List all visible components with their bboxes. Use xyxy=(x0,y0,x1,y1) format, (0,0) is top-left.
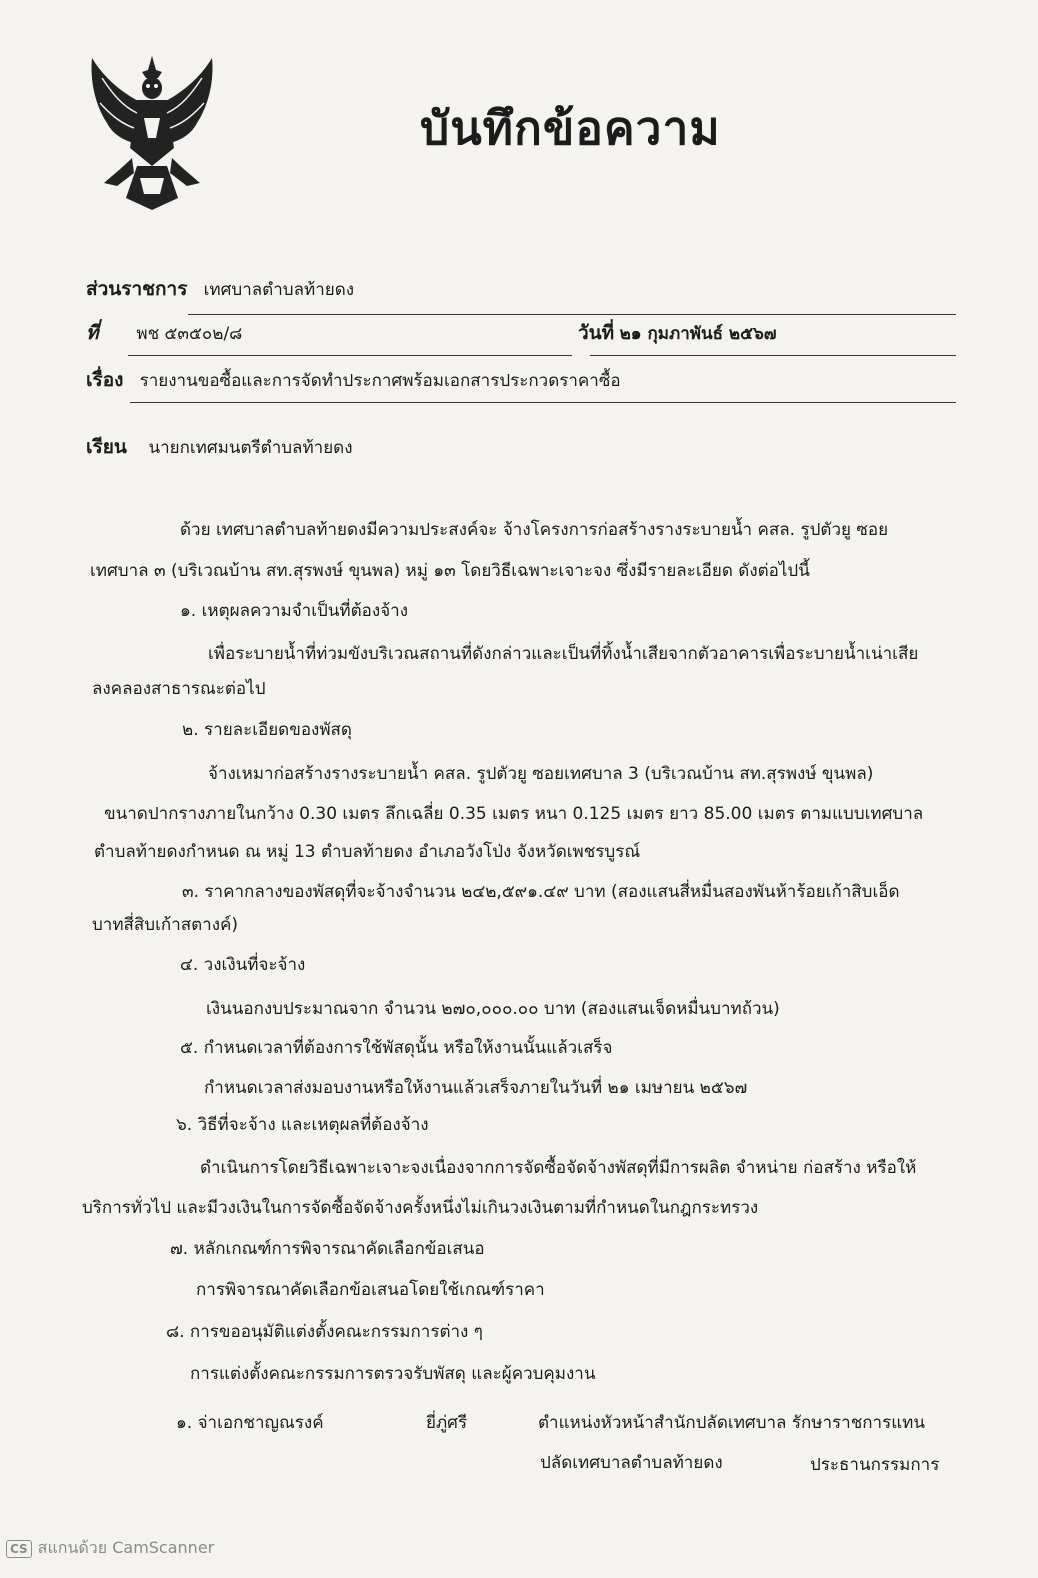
section-3-line-2: บาทสี่สิบเก้าสตางค์) xyxy=(92,915,239,935)
department-row xyxy=(86,274,354,304)
reference-label: ที่ xyxy=(86,322,99,344)
section-4-line-1: เงินนอกงบประมาณจาก จำนวน ๒๗๐,๐๐๐.๐๐ บาท (สองแสนเจ็ดหมื่นบาทถ้วน) xyxy=(206,999,780,1019)
subject-label: เรื่อง xyxy=(86,369,124,391)
section-7-title: ๗. หลักเกณฑ์การพิจารณาคัดเลือกข้อเสนอ xyxy=(170,1239,485,1259)
section-1-line-1: เพื่อระบายน้ำที่ท่วมขังบริเวณสถานที่ดังกล่าวและเป็นที่ทิ้งน้ำเสียจากตัวอาคารเพื่อระบายน้ำเน่าเสีย xyxy=(208,644,919,664)
reference-row xyxy=(86,318,242,348)
section-2-line-1: จ้างเหมาก่อสร้างรางระบายน้ำ คสล. รูปตัวยู ซอยเทศบาล 3 (บริเวณบ้าน สท.สุรพงษ์ ขุนพล) xyxy=(208,764,874,784)
subject-row xyxy=(86,365,621,395)
reference-underline xyxy=(128,355,572,356)
section-5-line-1: กำหนดเวลาส่งมอบงานหรือให้งานแล้วเสร็จภายในวันที่ ๒๑ เมษายน ๒๕๖๗ xyxy=(204,1078,748,1098)
intro-line-2: เทศบาล ๓ (บริเวณบ้าน สท.สุรพงษ์ ขุนพล) หมู่ ๑๓ โดยวิธีเฉพาะเจาะจง ซึ่งมีรายละเอียด ดังต่อไปนี้ xyxy=(90,561,810,581)
section-8-title: ๘. การขออนุมัติแต่งตั้งคณะกรรมการต่าง ๆ xyxy=(166,1322,483,1342)
section-6-title: ๖. วิธีที่จะจ้าง และเหตุผลที่ต้องจ้าง xyxy=(176,1115,429,1135)
committee-position-line-1: ตำแหน่งหัวหน้าสำนักปลัดเทศบาล รักษาราชการแทน xyxy=(538,1413,925,1433)
department-value: เทศบาลตำบลท้ายดง xyxy=(203,280,355,300)
reference-value: พช ๕๓๕๐๒/๘ xyxy=(136,324,243,344)
memo-title: บันทึกข้อความ xyxy=(420,101,721,155)
section-2-line-2: ขนาดปากรางภายในกว้าง 0.30 เมตร ลึกเฉลี่ย 0.35 เมตร หนา 0.125 เมตร ยาว 85.00 เมตร ตามแบบเทศบาล xyxy=(104,804,924,824)
section-6-line-2: บริการทั่วไป และมีวงเงินในการจัดซื้อจัดจ้างครั้งหนึ่งไม่เกินวงเงินตามที่กำหนดในกฎกระทรวง xyxy=(82,1198,759,1218)
committee-role: ประธานกรรมการ xyxy=(810,1455,940,1475)
camscanner-logo-icon: CS xyxy=(6,1540,32,1558)
addressee-label: เรียน xyxy=(86,436,127,458)
section-3-line-1: ๓. ราคากลางของพัสดุที่จะจ้างจำนวน ๒๔๒,๕๙๑.๔๙ บาท (สองแสนสี่หมื่นสองพันห้าร้อยเก้าสิบเอ็ด xyxy=(182,882,900,902)
department-label: ส่วนราชการ xyxy=(86,278,188,300)
section-2-title: ๒. รายละเอียดของพัสดุ xyxy=(182,720,352,740)
section-1-line-2: ลงคลองสาธารณะต่อไป xyxy=(92,679,266,699)
section-8-line-1: การแต่งตั้งคณะกรรมการตรวจรับพัสดุ และผู้ควบคุมงาน xyxy=(190,1364,596,1384)
section-7-line-1: การพิจารณาคัดเลือกข้อเสนอโดยใช้เกณฑ์ราคา xyxy=(196,1280,545,1300)
addressee-value: นายกเทศมนตรีตำบลท้ายดง xyxy=(148,438,353,458)
section-4-title: ๔. วงเงินที่จะจ้าง xyxy=(180,955,306,975)
section-1-title: ๑. เหตุผลความจำเป็นที่ต้องจ้าง xyxy=(180,601,408,621)
intro-line-1: ด้วย เทศบาลตำบลท้ายดงมีความประสงค์จะ จ้างโครงการก่อสร้างรางระบายน้ำ คสล. รูปตัวยู ซอย xyxy=(180,520,889,540)
camscanner-text: สแกนด้วย CamScanner xyxy=(37,1538,215,1557)
date-underline xyxy=(590,355,956,356)
section-5-title: ๕. กำหนดเวลาที่ต้องการใช้พัสดุนั้น หรือให้งานนั้นแล้วเสร็จ xyxy=(180,1038,613,1058)
section-2-line-3: ตำบลท้ายดงกำหนด ณ หมู่ 13 ตำบลท้ายดง อำเภอวังโป่ง จังหวัดเพชรบูรณ์ xyxy=(94,842,641,862)
garuda-emblem-icon xyxy=(82,48,222,213)
committee-member-first-name: ๑. จ่าเอกชาญณรงค์ xyxy=(176,1413,324,1433)
subject-underline xyxy=(130,402,956,403)
subject-value: รายงานขอซื้อและการจัดทำประกาศพร้อมเอกสารประกวดราคาซื้อ xyxy=(139,371,621,391)
date-value: ๒๑ กุมภาพันธ์ ๒๕๖๗ xyxy=(619,324,777,344)
committee-member-last-name: ยี่ภู่ศรี xyxy=(426,1413,468,1433)
department-underline xyxy=(188,314,956,315)
date-label: วันที่ xyxy=(578,322,615,344)
addressee-row xyxy=(86,432,353,462)
committee-position-line-2: ปลัดเทศบาลตำบลท้ายดง xyxy=(540,1453,723,1473)
date-row xyxy=(578,318,777,348)
camscanner-watermark xyxy=(6,1536,214,1561)
section-6-line-1: ดำเนินการโดยวิธีเฉพาะเจาะจงเนื่องจากการจัดซื้อจัดจ้างพัสดุที่มีการผลิต จำหน่าย ก่อสร้าง หรือให้ xyxy=(200,1158,917,1178)
